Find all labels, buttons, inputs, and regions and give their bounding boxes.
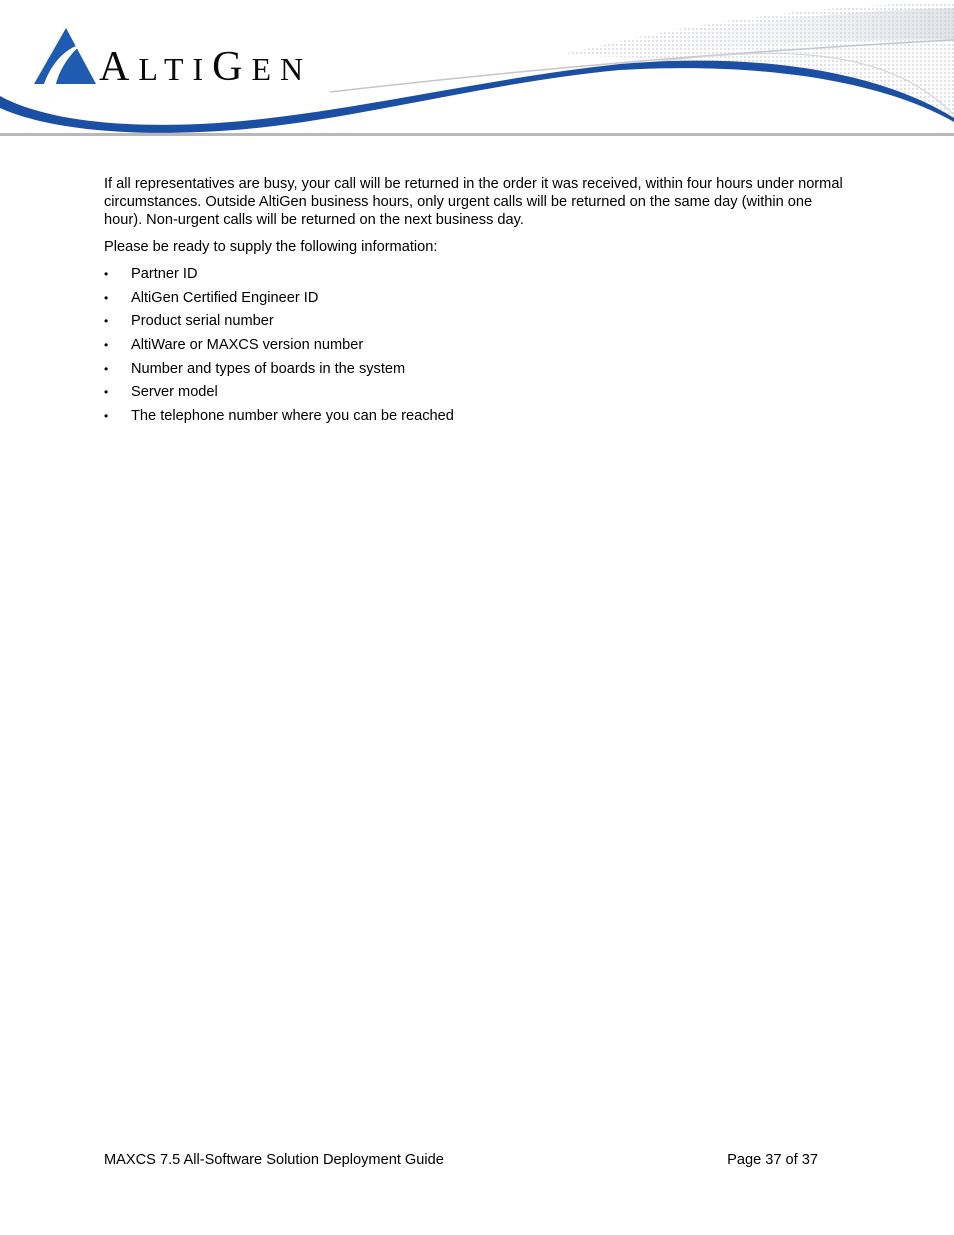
bullet-icon: • [104, 385, 109, 400]
bullet-icon: • [104, 290, 109, 305]
bullet-icon: • [104, 409, 109, 424]
page-header [0, 0, 954, 140]
list-item: • Product serial number [104, 313, 274, 330]
logo-letter-a: A [99, 44, 139, 90]
list-item: • Number and types of boards in the system [104, 360, 406, 377]
logo-letter-g: G [212, 44, 252, 90]
altigen-logo-wordmark [99, 46, 312, 88]
info-intro-paragraph: Please be ready to supply the following information: [104, 239, 438, 255]
bullet-icon: • [104, 267, 109, 281]
bullet-icon: • [104, 314, 109, 329]
list-item: • Server model [104, 384, 218, 401]
document-body [104, 175, 844, 431]
footer-page-number: Page 37 of 37 [727, 1152, 818, 1168]
logo-letters-lti: LTI [138, 51, 213, 87]
list-item: • Partner ID [104, 266, 198, 282]
altigen-logo-mark-icon [34, 28, 96, 84]
bullet-icon: • [104, 361, 109, 376]
required-info-list [104, 265, 844, 431]
footer-doc-title: MAXCS 7.5 All-Software Solution Deployment Guide [104, 1152, 444, 1168]
list-item: • AltiGen Certified Engineer ID [104, 289, 319, 306]
header-rule [0, 133, 954, 136]
logo-letters-en: EN [251, 51, 313, 87]
bullet-icon: • [104, 338, 109, 353]
support-paragraph: If all representatives are busy, your call will be returned in the order it was received, within four hours under normal circumstances. Outside AltiGen business hours, only urgent calls will be returned on the same day (within one hour). Non-urgent calls will be returned on the next business day. [104, 176, 843, 228]
list-item: • AltiWare or MAXCS version number [104, 337, 364, 354]
list-item: • The telephone number where you can be reached [104, 408, 454, 425]
